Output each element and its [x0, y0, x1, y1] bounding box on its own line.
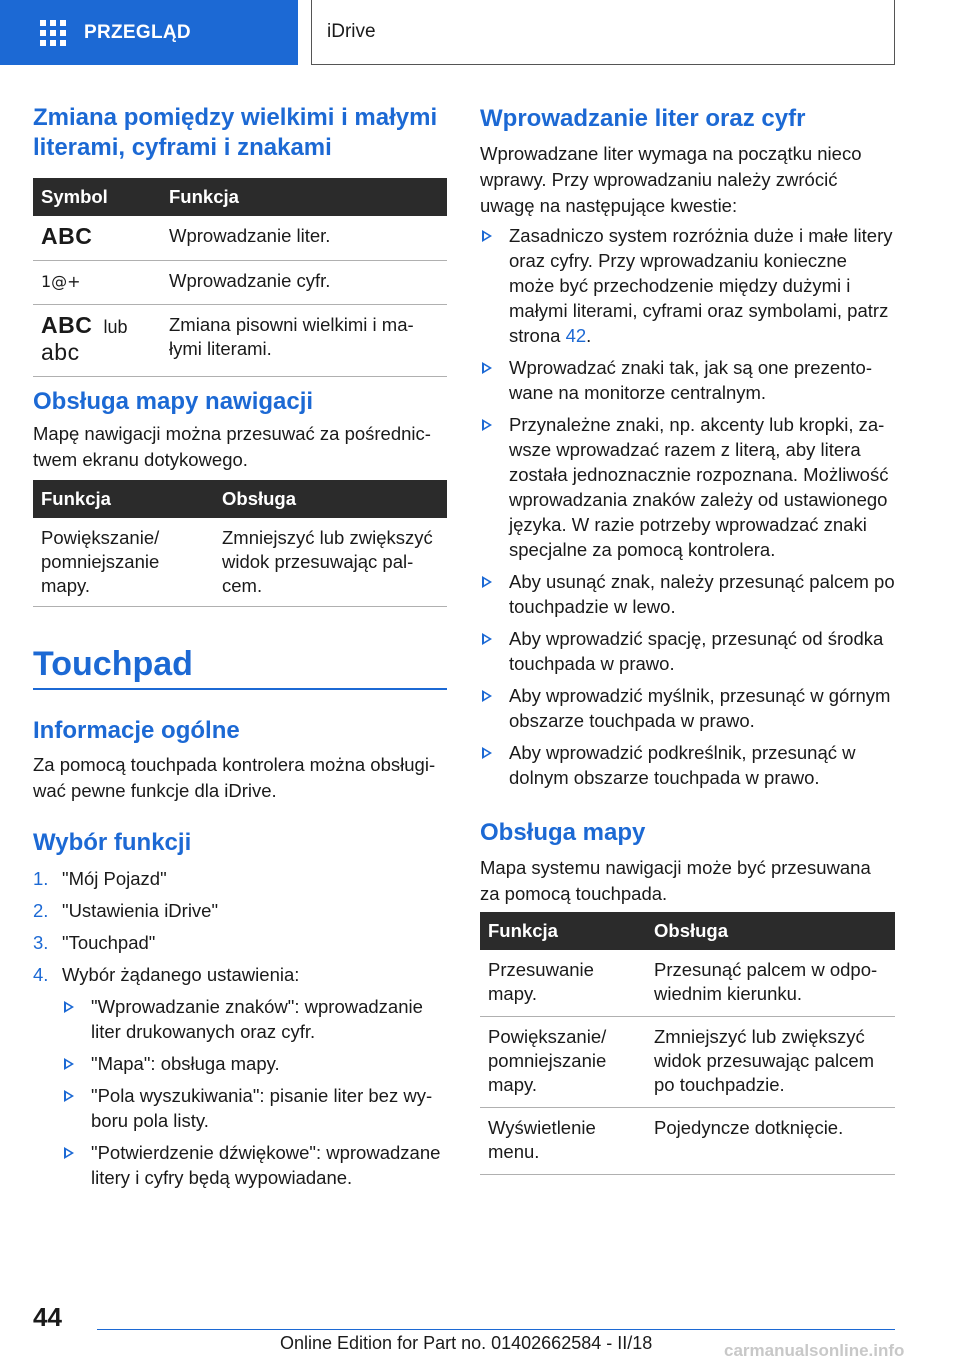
list-item — [62, 1140, 447, 1190]
nav-map-table — [33, 480, 447, 607]
map-operation-table — [480, 912, 895, 1175]
list-item — [33, 930, 447, 955]
list-item — [480, 223, 895, 348]
triangle-bullet-icon — [482, 362, 492, 374]
table-row — [480, 950, 895, 1017]
step-number: 3. — [33, 932, 49, 953]
uppercase-symbol-icon: ABC — [41, 312, 93, 338]
input-tips-list — [480, 223, 895, 797]
table-header: Funkcja — [33, 480, 214, 518]
triangle-bullet-icon — [64, 1001, 74, 1013]
substeps-list — [62, 994, 447, 1190]
heading-general-info: Informacje ogólne — [33, 717, 240, 744]
bullet-text: Wprowadzać znaki tak, jak są one prezentowane na monitorze centralnym. — [509, 357, 872, 403]
bullet-tail: . — [586, 325, 592, 346]
bullet-text: Aby wprowadzić podkreślnik, przesunąć w dolnym obszarze touchpada w prawo. — [509, 742, 856, 788]
map-operation-text: Mapa systemu nawigacji może być przesuwana za pomocą touchpada. — [480, 857, 871, 904]
list-item — [480, 569, 895, 619]
general-info-text: Za pomocą touchpada kontrolera można obsługiwać pewne funkcje dla iDrive. — [33, 754, 436, 801]
bullet-text: Aby wprowadzić spację, przesunąć od środka touchpada w prawo. — [509, 628, 884, 674]
table-row — [33, 216, 447, 261]
triangle-bullet-icon — [482, 747, 492, 759]
list-item — [33, 962, 447, 1190]
heading-map-operation: Obsługa mapy — [480, 819, 646, 846]
numbers-symbol-icon: 1@+ — [41, 272, 81, 291]
table-cell: Przesunąć palcem w odpowiednim kierunku. — [646, 950, 895, 1017]
watermark: carmanualsonline.info — [724, 1341, 905, 1360]
footer-divider — [97, 1329, 895, 1330]
list-item — [480, 355, 895, 405]
table-row — [480, 1108, 895, 1175]
triangle-bullet-icon — [482, 419, 492, 431]
section-tab[interactable] — [0, 0, 298, 65]
table-header: Symbol — [33, 178, 161, 216]
heading-nav-map: Obsługa mapy nawigacji — [33, 388, 314, 415]
nav-map-text: Mapę nawigacji można przesuwać za pośrednictwem ekranu dotykowego. — [33, 423, 431, 470]
table-row — [33, 305, 447, 377]
table-row — [33, 518, 447, 607]
table-cell: Zmniejszyć lub zwiększyć widok przesuwając palcem po touchpadzie. — [646, 1017, 895, 1108]
edition-footer: Online Edition for Part no. 01402662584 - II/18 — [280, 1333, 653, 1353]
letter-input-text: Wprowadzane liter wymaga na początku nieco wprawy. Przy wprowadzaniu należy zwrócić uwagę na następujące kwestie: — [480, 143, 862, 216]
symbol-table — [33, 178, 447, 377]
steps-list — [33, 866, 447, 1197]
table-row — [33, 261, 447, 305]
page-link[interactable]: 42 — [565, 325, 587, 346]
step-number: 1. — [33, 868, 49, 889]
list-item — [33, 898, 447, 923]
table-cell: Wprowadzanie liter. — [161, 216, 447, 261]
list-item — [480, 626, 895, 676]
triangle-bullet-icon — [482, 690, 492, 702]
heading-case-switching: Zmiana pomiędzy wielkimi i małymi literami, cyframi i znakami — [33, 104, 438, 161]
table-cell: Zmiana pisowni wielkimi i małymi literami. — [161, 305, 447, 377]
uppercase-symbol-icon: ABC — [41, 223, 93, 249]
table-header: Obsługa — [214, 480, 447, 518]
triangle-bullet-icon — [64, 1147, 74, 1159]
table-header: Funkcja — [161, 178, 447, 216]
list-item — [480, 412, 895, 562]
triangle-bullet-icon — [482, 633, 492, 645]
table-header: Funkcja — [480, 912, 646, 950]
list-item — [33, 866, 447, 891]
table-cell: Zmniejszyć lub zwiększyć widok przesuwając palcem. — [214, 518, 447, 607]
triangle-bullet-icon — [482, 576, 492, 588]
lowercase-symbol-icon: abc — [41, 339, 80, 365]
step-text: "Ustawienia iDrive" — [62, 900, 219, 921]
list-item — [62, 1083, 447, 1133]
triangle-bullet-icon — [64, 1058, 74, 1070]
triangle-bullet-icon — [64, 1090, 74, 1102]
bullet-text: Aby wprowadzić myślnik, przesunąć w górnym obszarze touchpada w prawo. — [509, 685, 891, 731]
bullet-text: Aby usunąć znak, należy przesunąć palcem po touchpadzie w lewo. — [509, 571, 895, 617]
table-cell: Powiększanie/ pomniejszanie mapy. — [480, 1017, 646, 1108]
step-number: 4. — [33, 964, 49, 985]
substep-text: "Pola wyszukiwania": pisanie liter bez wyboru pola listy. — [91, 1085, 433, 1131]
table-cell: Wprowadzanie cyfr. — [161, 261, 447, 305]
list-item — [480, 740, 895, 790]
step-text: "Mój Pojazd" — [62, 868, 167, 889]
list-item — [62, 994, 447, 1044]
substep-text: "Wprowadzanie znaków": wprowadzanie liter drukowanych oraz cyfr. — [91, 996, 423, 1042]
table-cell: Pojedyncze dotknięcie. — [646, 1108, 895, 1175]
table-row — [480, 1017, 895, 1108]
heading-function-selection: Wybór funkcji — [33, 829, 192, 856]
page-number: 44 — [33, 1302, 62, 1332]
substep-text: "Potwierdzenie dźwiękowe": wprowadzane litery i cyfry będą wypowiadane. — [91, 1142, 441, 1188]
heading-letter-input: Wprowadzanie liter oraz cyfr — [480, 105, 806, 132]
triangle-bullet-icon — [482, 230, 492, 242]
or-text: lub — [103, 317, 128, 337]
substep-text: "Mapa": obsługa mapy. — [91, 1053, 280, 1074]
chapter-heading-touchpad: Touchpad — [33, 645, 193, 683]
step-number: 2. — [33, 900, 49, 921]
table-header: Obsługa — [646, 912, 895, 950]
bullet-text: Zasadniczo system rozróżnia duże i małe litery oraz cyfry. Przy wprowadzaniu konieczne może być przechodzenie między dużymi i małymi literami, cyframi oraz symbolami, patrz strona — [509, 225, 893, 346]
chapter-divider — [33, 688, 447, 690]
grid-menu-icon — [40, 20, 66, 46]
table-cell: Wyświetlenie menu. — [480, 1108, 646, 1175]
bullet-text: Przynależne znaki, np. akcenty lub kropki, zawsze wprowadzać razem z literą, aby litera została jednoznacznie rozpoznana. Możliwość wprowadzania znaków zależy od ustawionego języka. W razie potrzeby wprowadzać znaki specjalne za pomocą kontrolera. — [509, 414, 889, 560]
section-tab-label: PRZEGLĄD — [84, 21, 191, 43]
chapter-header — [311, 0, 895, 65]
list-item — [480, 683, 895, 733]
step-text: Wybór żądanego ustawienia: — [62, 964, 300, 985]
table-cell: Przesuwanie mapy. — [480, 950, 646, 1017]
table-cell: Powiększanie/ pomniejszanie mapy. — [33, 518, 214, 607]
list-item — [62, 1051, 447, 1076]
chapter-title: iDrive — [327, 21, 376, 42]
step-text: "Touchpad" — [62, 932, 156, 953]
